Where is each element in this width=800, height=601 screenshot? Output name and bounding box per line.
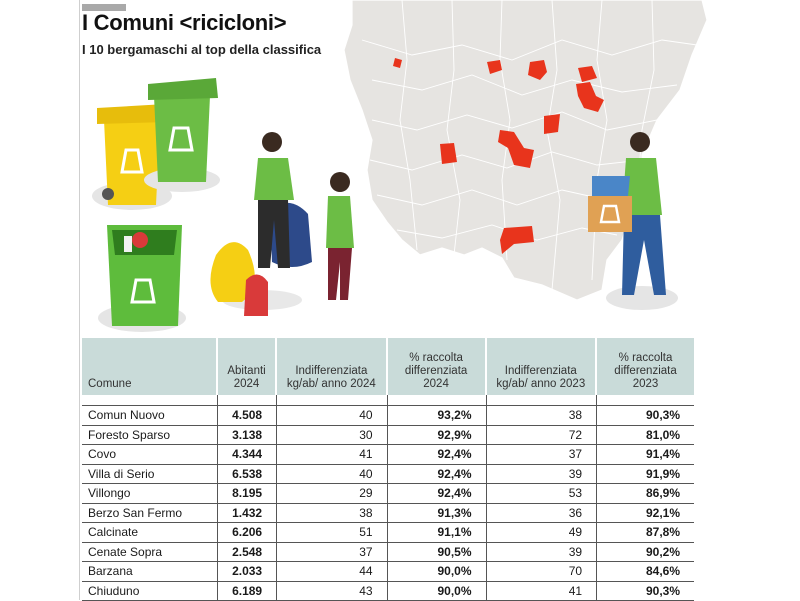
table-row <box>82 562 694 582</box>
cell-perc-2023: 86,9% <box>597 484 694 504</box>
cell-comune: Foresto Sparso <box>82 426 218 446</box>
table-row <box>82 484 694 504</box>
cell-indiff-2023: 39 <box>487 465 598 485</box>
cell-perc-2023: 91,4% <box>597 445 694 465</box>
cell-abitanti: 4.344 <box>218 445 277 465</box>
cell-perc-2024: 92,4% <box>388 465 487 485</box>
cell-abitanti: 8.195 <box>218 484 277 504</box>
cell-abitanti: 3.138 <box>218 426 277 446</box>
cell-indiff-2024: 40 <box>277 406 388 426</box>
cell-perc-2023: 90,2% <box>597 543 694 563</box>
cell-comune: Berzo San Fermo <box>82 504 218 524</box>
col-header-indiff-2023: Indifferenziata kg/ab/ anno 2023 <box>487 338 598 395</box>
cell-comune: Comun Nuovo <box>82 406 218 426</box>
cell-perc-2024: 90,0% <box>388 582 487 601</box>
person-woman-icon <box>326 172 354 300</box>
cell-abitanti: 6.538 <box>218 465 277 485</box>
comune-marker <box>544 114 560 134</box>
table-row <box>82 465 694 485</box>
cell-indiff-2023: 38 <box>487 406 598 426</box>
cell-indiff-2024: 44 <box>277 562 388 582</box>
cell-perc-2023: 84,6% <box>597 562 694 582</box>
cell-abitanti: 6.206 <box>218 523 277 543</box>
cell-perc-2024: 91,3% <box>388 504 487 524</box>
cell-comune: Villongo <box>82 484 218 504</box>
cell-indiff-2023: 53 <box>487 484 598 504</box>
cell-indiff-2023: 72 <box>487 426 598 446</box>
cell-indiff-2023: 37 <box>487 445 598 465</box>
cell-abitanti: 1.432 <box>218 504 277 524</box>
table-row <box>82 406 694 426</box>
table-row <box>82 504 694 524</box>
cell-perc-2023: 92,1% <box>597 504 694 524</box>
open-green-bin-icon <box>98 225 186 332</box>
cell-indiff-2024: 38 <box>277 504 388 524</box>
page-subtitle: I 10 bergamaschi al top della classifica <box>82 42 321 57</box>
cell-comune: Barzana <box>82 562 218 582</box>
cell-indiff-2024: 40 <box>277 465 388 485</box>
cell-indiff-2023: 39 <box>487 543 598 563</box>
cell-perc-2023: 90,3% <box>597 406 694 426</box>
cell-indiff-2024: 37 <box>277 543 388 563</box>
col-header-indiff-2024: Indifferenziata kg/ab/ anno 2024 <box>277 338 388 395</box>
cell-perc-2024: 92,9% <box>388 426 487 446</box>
col-header-perc-2023: % raccolta differenziata 2023 <box>597 338 694 395</box>
cell-indiff-2023: 36 <box>487 504 598 524</box>
cell-indiff-2024: 51 <box>277 523 388 543</box>
cell-indiff-2023: 70 <box>487 562 598 582</box>
cell-comune: Cenate Sopra <box>82 543 218 563</box>
table-row <box>82 426 694 446</box>
table-row <box>82 445 694 465</box>
table-row <box>82 543 694 563</box>
cell-perc-2024: 90,0% <box>388 562 487 582</box>
cell-abitanti: 2.033 <box>218 562 277 582</box>
col-header-comune: Comune <box>82 338 218 395</box>
cell-indiff-2023: 41 <box>487 582 598 601</box>
cell-perc-2024: 90,5% <box>388 543 487 563</box>
cell-perc-2024: 92,4% <box>388 484 487 504</box>
cell-indiff-2024: 30 <box>277 426 388 446</box>
table-header-row <box>82 338 694 395</box>
ranking-table <box>82 338 694 601</box>
cell-comune: Villa di Serio <box>82 465 218 485</box>
table-row <box>82 582 694 601</box>
col-header-perc-2024: % raccolta differenziata 2024 <box>388 338 487 395</box>
cell-indiff-2024: 43 <box>277 582 388 601</box>
cell-abitanti: 6.189 <box>218 582 277 601</box>
cell-perc-2024: 93,2% <box>388 406 487 426</box>
table-spacer-row <box>82 395 694 406</box>
cell-indiff-2024: 29 <box>277 484 388 504</box>
cell-indiff-2023: 49 <box>487 523 598 543</box>
cell-perc-2023: 87,8% <box>597 523 694 543</box>
cell-perc-2024: 92,4% <box>388 445 487 465</box>
cell-comune: Covo <box>82 445 218 465</box>
cell-comune: Calcinate <box>82 523 218 543</box>
cell-comune: Chiuduno <box>82 582 218 601</box>
cell-perc-2023: 81,0% <box>597 426 694 446</box>
cell-perc-2023: 90,3% <box>597 582 694 601</box>
cell-abitanti: 2.548 <box>218 543 277 563</box>
cell-indiff-2024: 41 <box>277 445 388 465</box>
cell-perc-2024: 91,1% <box>388 523 487 543</box>
cell-perc-2023: 91,9% <box>597 465 694 485</box>
comune-marker <box>440 143 457 164</box>
cell-abitanti: 4.508 <box>218 406 277 426</box>
page-title: I Comuni <ricicloni> <box>82 10 286 36</box>
left-divider <box>79 0 80 600</box>
table-row <box>82 523 694 543</box>
col-header-abitanti: Abitanti 2024 <box>218 338 277 395</box>
